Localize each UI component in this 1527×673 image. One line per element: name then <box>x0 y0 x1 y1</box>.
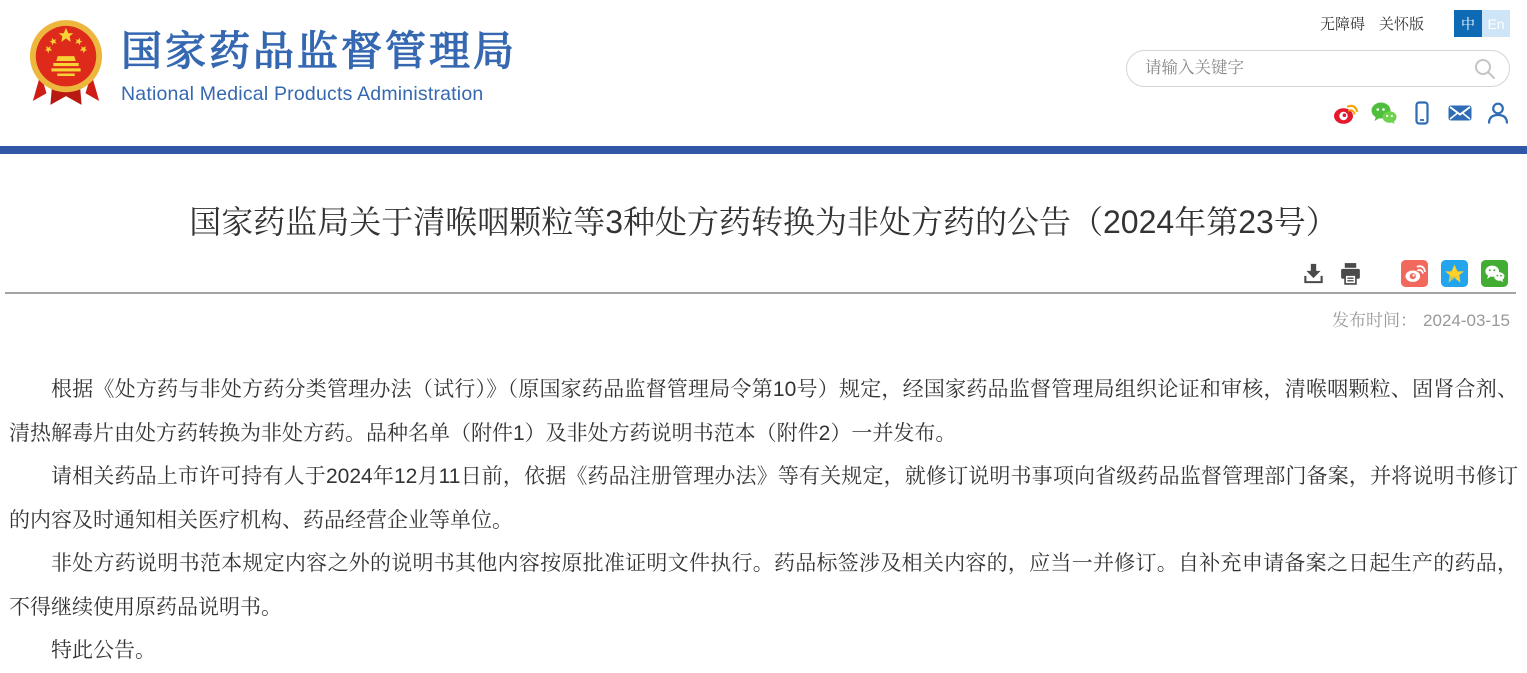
weibo-icon[interactable] <box>1333 100 1358 125</box>
site-header <box>0 0 1527 146</box>
accessibility-link[interactable]: 无障碍 <box>1319 16 1365 33</box>
lang-zh-button[interactable]: 中 <box>1454 10 1482 37</box>
site-title-block <box>121 18 517 106</box>
wechat-icon[interactable] <box>1371 100 1396 125</box>
search-input[interactable] <box>1145 51 1455 86</box>
publish-date <box>9 306 1518 331</box>
download-icon[interactable] <box>1302 261 1325 286</box>
mail-icon[interactable] <box>1447 100 1472 125</box>
qzone-share-icon[interactable] <box>1441 260 1468 287</box>
social-icon-row <box>1126 100 1510 125</box>
lang-en-button[interactable]: En <box>1482 10 1510 37</box>
national-emblem-icon <box>27 16 105 108</box>
search-box <box>1126 50 1510 87</box>
divider <box>5 292 1516 294</box>
mobile-icon[interactable] <box>1409 100 1434 125</box>
weibo-share-icon[interactable] <box>1401 260 1428 287</box>
search-icon[interactable] <box>1473 57 1497 86</box>
logo-block[interactable] <box>27 16 517 108</box>
article-body <box>9 368 1518 673</box>
print-icon[interactable] <box>1338 261 1363 286</box>
site-name: 国家药品监督管理局 <box>121 28 517 74</box>
paragraph-4: 特此公告。 <box>51 639 156 662</box>
user-icon[interactable] <box>1485 100 1510 125</box>
nav-bar <box>0 146 1527 154</box>
top-links <box>1126 10 1510 37</box>
wechat-share-icon[interactable] <box>1481 260 1508 287</box>
care-version-link[interactable]: 关怀版 <box>1378 16 1424 33</box>
article-action-row <box>9 260 1518 287</box>
paragraph-2: 请相关药品上市许可持有人于2024年12月11日前，依据《药品注册管理办法》等有关规定，就修订说明书事项向省级药品监督管理部门备案，并将说明书修订的内容及时通知相关医疗机构、药品经营企业等单位。 <box>9 465 1518 532</box>
site-name-en: National Medical Products Administration <box>121 83 484 105</box>
paragraph-1: 根据《处方药与非处方药分类管理办法（试行）》（原国家药品监督管理局令第10号）规定，经国家药品监督管理局组织论证和审核，清喉咽颗粒、固肾合剂、清热解毒片由处方药转换为非处方药。品种名单（附件1）及非处方药说明书范本（附件2）一并发布。 <box>9 378 1518 445</box>
paragraph-3: 非处方药说明书范本规定内容之外的说明书其他内容按原批准证明文件执行。药品标签涉及相关内容的，应当一并修订。自补充申请备案之日起生产的药品，不得继续使用原药品说明书。 <box>9 552 1518 619</box>
publish-date-value: 2024-03-15 <box>1423 311 1510 330</box>
article-title: 国家药监局关于清喉咽颗粒等3种处方药转换为非处方药的公告（2024年第23号） <box>189 204 1338 240</box>
article-content <box>0 197 1527 673</box>
language-toggle <box>1454 10 1510 37</box>
publish-date-label: 发布时间： <box>1332 311 1418 330</box>
header-right <box>1126 10 1510 125</box>
